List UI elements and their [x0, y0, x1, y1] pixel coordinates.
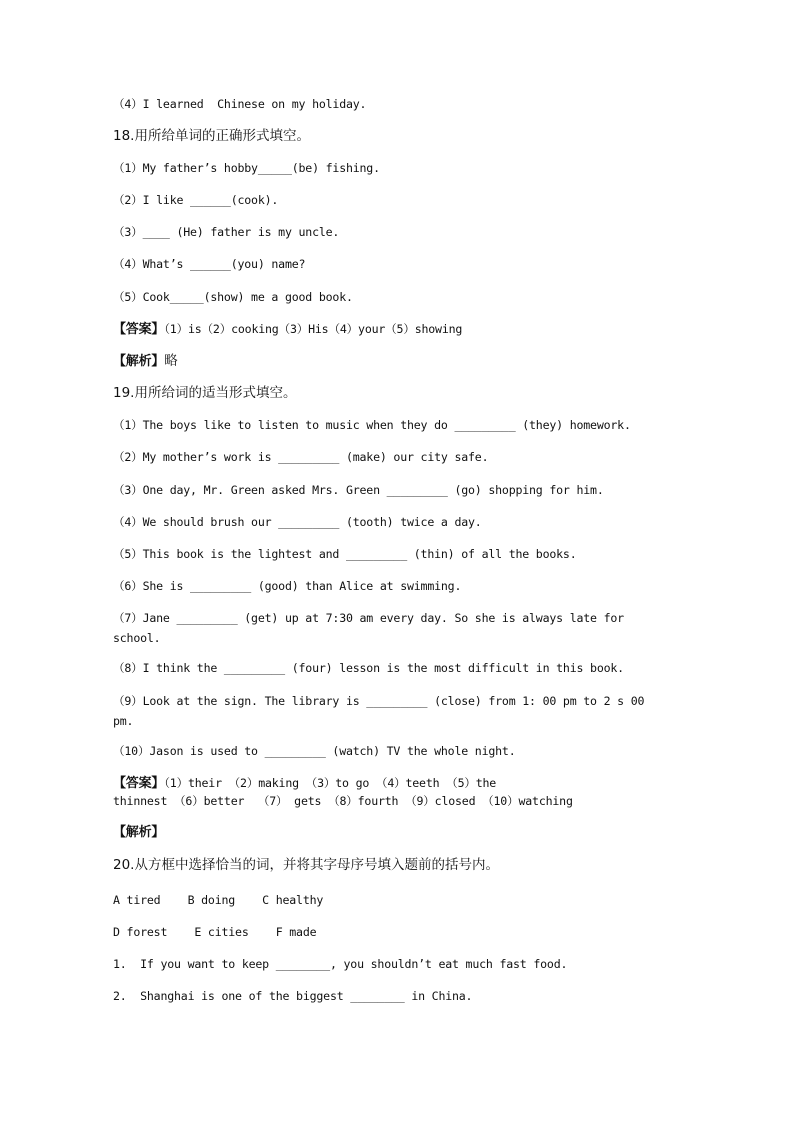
q19-item-10: （10）Jason is used to _________ (watch) TV the whole night.	[113, 744, 516, 758]
q19-item-2: （2）My mother’s work is _________ (make) our city safe.	[113, 450, 489, 464]
q20-item-1: 1. If you want to keep ________, you shouldn’t eat much fast food.	[113, 957, 568, 971]
q19-item-7: （7）Jane _________ (get) up at 7:30 am every day. So she is always late for	[113, 611, 624, 625]
q18-title: 18.用所给单词的正确形式填空。	[113, 128, 310, 144]
q18-answer-label: 【答案】	[113, 322, 165, 337]
q20-options-row-2: D forest E cities F made	[113, 925, 317, 939]
q19-analysis-label: 【解析】	[113, 825, 165, 840]
q20-title: 20.从方框中选择恰当的词，并将其字母序号填入题前的括号内。	[113, 857, 499, 873]
q19-item-5: （5）This book is the lightest and _________ (thin) of all the books.	[113, 547, 577, 561]
q18-answer	[113, 322, 683, 337]
q19-answer	[113, 776, 683, 791]
q19-item-1: （1）The boys like to listen to music when they do _________ (they) homework.	[113, 418, 631, 432]
q19-item-9-cont: pm.	[113, 714, 134, 728]
q18-item-2: （2）I like ______(cook).	[113, 193, 279, 207]
q18-analysis-label: 【解析】	[113, 354, 165, 369]
q18-analysis-text: 略	[164, 353, 178, 369]
q18-item-5: （5）Cook_____(show) me a good book.	[113, 290, 353, 304]
q19-item-3: （3）One day, Mr. Green asked Mrs. Green _________ (go) shopping for him.	[113, 483, 604, 497]
q19-answer-line1: （1）their （2）making （3）to go （4）teeth （5）the	[164, 776, 497, 790]
q17-item-4: （4）I learned Chinese on my holiday.	[113, 97, 367, 111]
q19-item-4: （4）We should brush our _________ (tooth) twice a day.	[113, 515, 482, 529]
q18-analysis	[113, 353, 683, 369]
q18-item-4: （4）What’s ______(you) name?	[113, 257, 306, 271]
q18-item-1: （1）My father’s hobby_____(be) fishing.	[113, 161, 380, 175]
q19-item-7-cont: school.	[113, 631, 161, 645]
q20-item-2: 2. Shanghai is one of the biggest ________ in China.	[113, 989, 473, 1003]
q20-options-row-1: A tired B doing C healthy	[113, 893, 324, 907]
q19-item-6: （6）She is _________ (good) than Alice at swimming.	[113, 579, 462, 593]
q19-item-9: （9）Look at the sign. The library is _________ (close) from 1: 00 pm to 2 s 00	[113, 694, 645, 708]
q19-item-8: （8）I think the _________ (four) lesson is the most difficult in this book.	[113, 661, 624, 675]
q19-title: 19.用所给词的适当形式填空。	[113, 385, 297, 401]
q18-item-3: （3）____ (He) father is my uncle.	[113, 225, 340, 239]
q19-answer-line2: thinnest （6）better （7） gets （8）fourth （9）closed （10）watching	[113, 794, 573, 808]
q19-answer-label: 【答案】	[113, 776, 165, 791]
q18-answer-text: （1）is（2）cooking（3）His（4）your（5）showing	[164, 322, 463, 336]
